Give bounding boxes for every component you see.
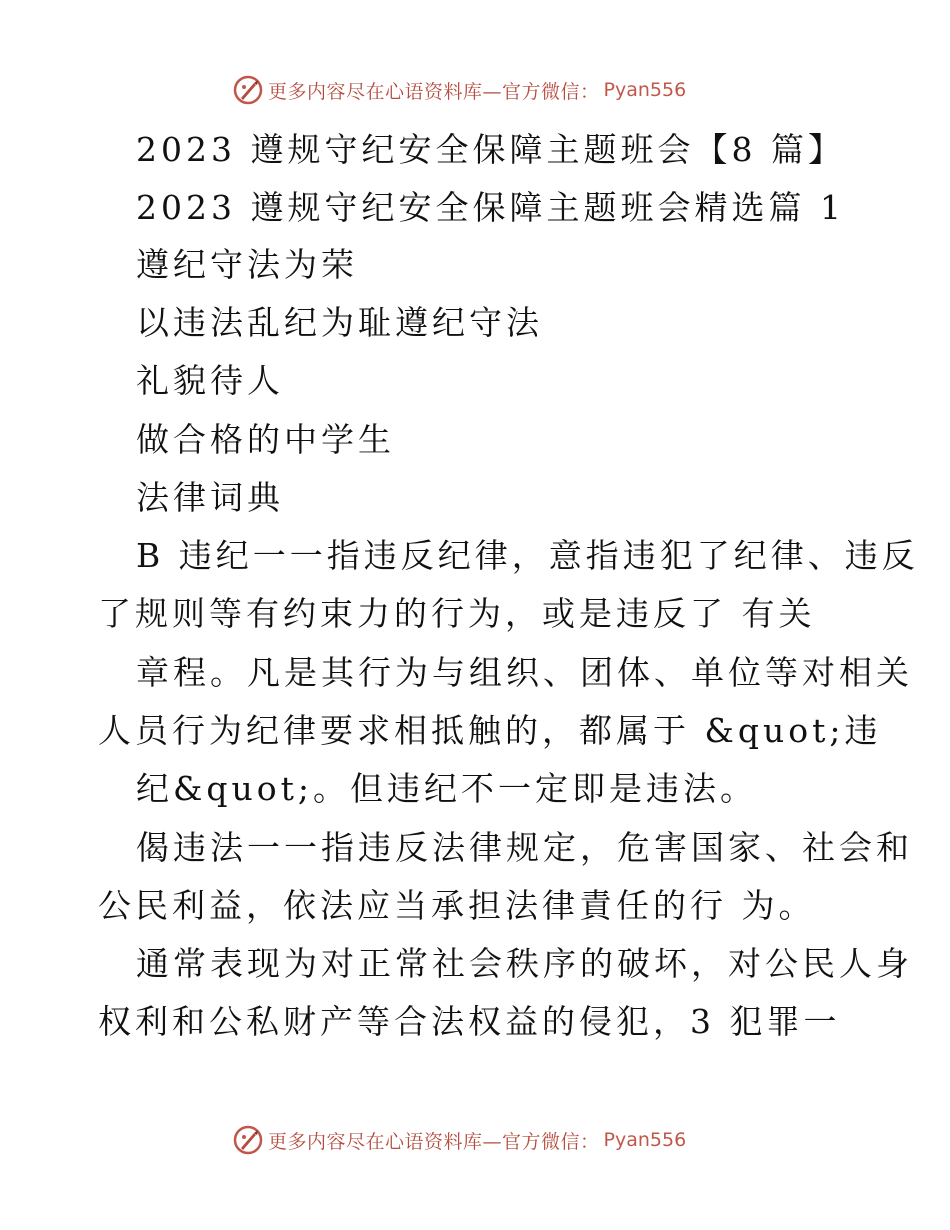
- footer-watermark: [232, 1122, 686, 1158]
- text-line: B 违纪一一指违反纪律，意指违犯了纪律、违反: [136, 536, 919, 575]
- text-line: 礼貌待人: [136, 361, 284, 400]
- watermark-wechat-id: Pyan556: [603, 1129, 687, 1151]
- text-line: 偈违法一一指违反法律规定，危害国家、社会和: [136, 828, 913, 867]
- text-line: 以违法乱纪为耻遵纪守法: [136, 303, 543, 342]
- text-line: 了规则等有约束力的行为，或是违反了 有关: [98, 594, 816, 633]
- quill-pen-logo-icon: [232, 1124, 264, 1156]
- watermark-text: 更多内容尽在心语资料库—官方微信：: [268, 80, 600, 103]
- watermark-wechat-id: Pyan556: [603, 79, 687, 101]
- watermark-text: 更多内容尽在心语资料库—官方微信：: [268, 1130, 600, 1153]
- text-line: 公民利益，依法应当承担法律責任的行 为。: [98, 886, 816, 925]
- text-line: 纪&quot;。但违纪不一定即是违法。: [136, 769, 757, 808]
- text-line: 章程。凡是其行为与组织、团体、单位等对相关: [136, 653, 913, 692]
- header-watermark: [232, 72, 686, 108]
- quill-pen-logo-icon: [232, 74, 264, 106]
- document-title: 2023 遵规守纪安全保障主题班会【8 篇】: [136, 130, 845, 169]
- section-heading: 2023 遵规守纪安全保障主题班会精选篇 1: [136, 188, 845, 227]
- text-line: 权利和公私财产等合法权益的侵犯，3 犯罪一: [98, 1002, 841, 1041]
- text-line: 法律词典: [136, 478, 284, 517]
- text-line: 遵纪守法为荣: [136, 245, 358, 284]
- text-line: 人员行为纪律要求相抵触的，都属于 &quot;违: [98, 711, 882, 750]
- text-line: 通常表现为对正常社会秩序的破坏，对公民人身: [136, 944, 913, 983]
- text-line: 做合格的中学生: [136, 420, 395, 459]
